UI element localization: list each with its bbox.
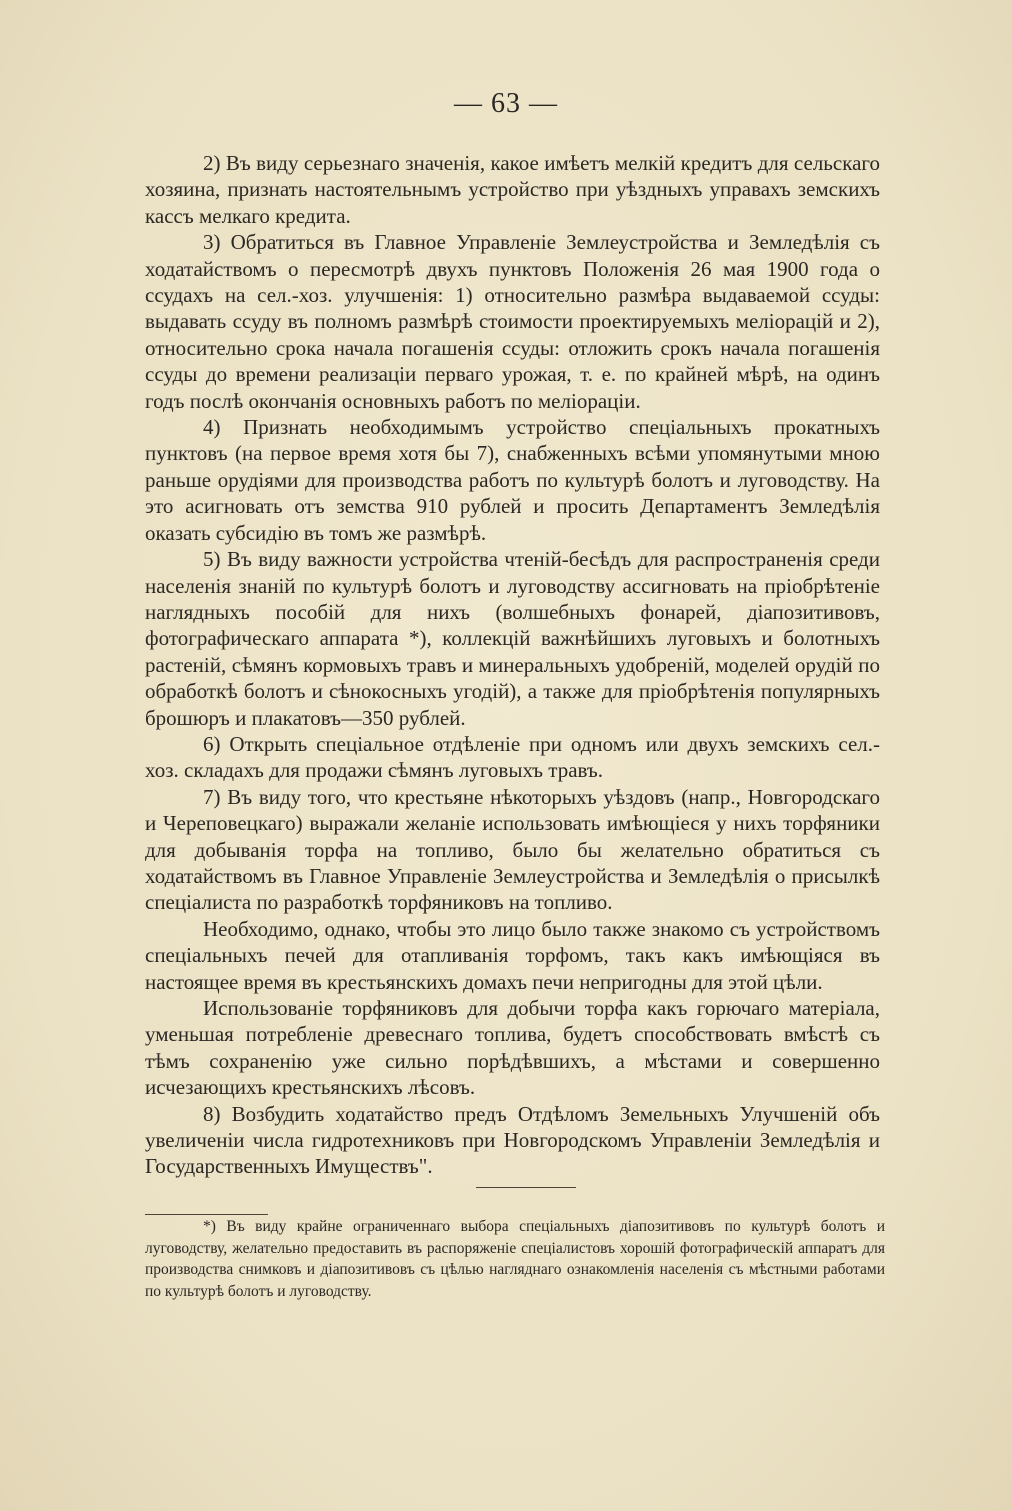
paragraph-item-6: 6) Открыть спеціальное отдѣленіе при одномъ или двухъ земскихъ сел.-хоз. складахъ для продажи сѣмянъ луговыхъ травъ. (145, 731, 880, 783)
footnote-text: *) Въ виду крайне ограниченнаго выбора спеціальныхъ діапозитивовъ по культурѣ болотъ и луговодству, желательно предоставить въ распоряженіе спеціалистовъ хорошій фотографическій аппаратъ для производства снимковъ и діапозитивовъ съ цѣлью нагляднаго ознакомленія населенія съ мѣстными работами по культурѣ болотъ и луговодству. (145, 1218, 885, 1300)
footnote (145, 1216, 885, 1302)
footnote-divider (145, 1214, 268, 1215)
paragraph-item-4: 4) Признать необходимымъ устройство спеціальныхъ прокатныхъ пунктовъ (на первое время хотя бы 7), снабженныхъ всѣми упомянутыми мною раньше орудіями для производства работъ по культурѣ болотъ и луговодству. На это асигновать отъ земства 910 рублей и просить Департаментъ Земледѣлія оказать субсидію въ томъ же размѣрѣ. (145, 415, 880, 545)
paragraph-item-8: 8) Возбудить ходатайство предъ Отдѣломъ Земельныхъ Улучшеній объ увеличеніи числа гидротехниковъ при Новгородскомъ Управленіи Земледѣлія и Государственныхъ Имуществъ". (145, 1101, 880, 1179)
paragraph-item-5: 5) Въ виду важности устройства чтеній-бесѣдъ для распространенія среди населенія знаній по культурѣ болотъ и луговодству ассигновать на пріобрѣтеніе наглядныхъ пособій для нихъ (волшебныхъ фонарей, діапозитивовъ, фотографическаго аппарата *), коллекцій важнѣйшихъ луговыхъ и болотныхъ растеній, сѣмянъ кормовыхъ травъ и минеральныхъ удобреній, моделей орудій по обработкѣ болотъ и сѣнокосныхъ угодій), а также для пріобрѣтенія популярныхъ брошюръ и плакатовъ—350 рублей. (145, 547, 880, 730)
paragraph-continuation-2: Использованіе торфяниковъ для добычи торфа какъ горючаго матеріала, уменьшая потребленіе древеснаго топлива, будетъ способствовать вмѣстѣ съ тѣмъ сохраненію уже сильно порѣдѣвшихъ, а мѣстами и совершенно исчезающихъ крестьянскихъ лѣсовъ. (145, 996, 880, 1100)
body-text (145, 150, 880, 1180)
paragraph-item-3: 3) Обратиться въ Главное Управленіе Землеустройства и Земледѣлія съ ходатайствомъ о пересмотрѣ двухъ пунктовъ Положенія 26 мая 1900 года о ссудахъ на сел.-хоз. улучшенія: 1) относительно размѣра выдаваемой ссуды: выдавать ссуду въ полномъ размѣрѣ стоимости проектируемыхъ мелiорацій и 2), относительно срока начала погашенія ссуды: отложить срокъ начала погашенія ссуды до времени реализаціи перваго урожая, т. е. по крайней мѣрѣ, на одинъ годъ послѣ окончанія основныхъ работъ по мелiораціи. (145, 230, 880, 413)
paragraph-item-2: 2) Въ виду серьезнаго значенія, какое имѣетъ мелкій кредитъ для сельскаго хозяина, признать настоятельнымъ устройство при уѣздныхъ управахъ земскихъ кассъ мелкаго кредита. (145, 151, 880, 228)
paragraph-item-7: 7) Въ виду того, что крестьяне нѣкоторыхъ уѣздовъ (напр., Новгородскаго и Череповецкаго) выражали желаніе использовать имѣющіеся у нихъ торфяники для добыванія торфа на топливо, было бы желательно обратиться съ ходатайствомъ въ Главное Управленіе Землеустройства и Земледѣлія о присылкѣ спеціалиста по разработкѣ торфяниковъ на топливо. (145, 784, 880, 915)
paragraph-continuation-1: Необходимо, однако, чтобы это лицо было также знакомо съ устройствомъ спеціальныхъ печей для отапливанія торфомъ, такъ какъ имѣющіяся въ настоящее время въ крестьянскихъ домахъ печи непригодны для этой цѣли. (145, 916, 880, 994)
section-divider (476, 1187, 576, 1188)
page-number: — 63 — (454, 88, 558, 119)
